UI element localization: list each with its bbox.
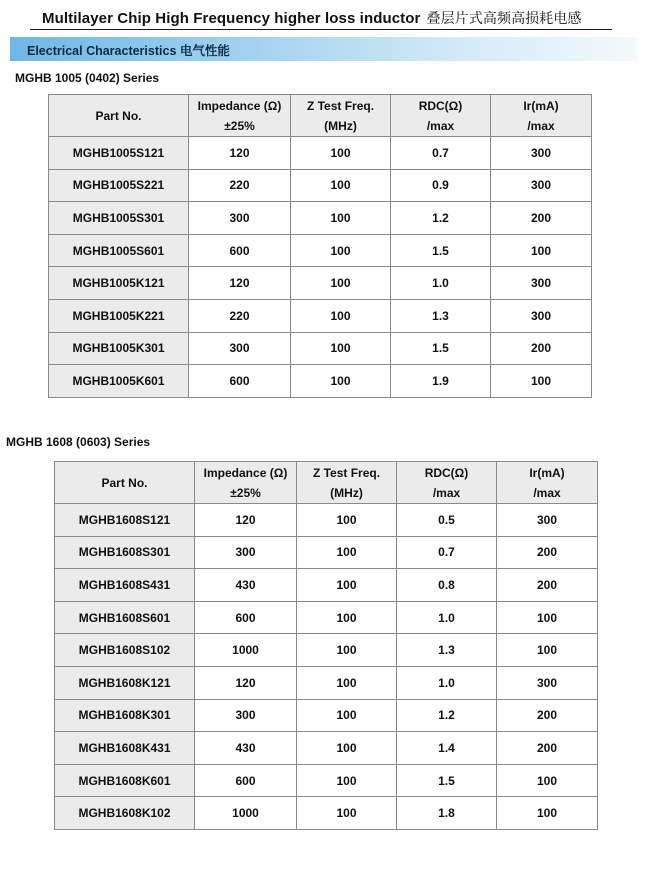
part-no-cell: MGHB1005S121: [49, 137, 189, 170]
ir-cell: 100: [497, 764, 598, 797]
ir-cell: 200: [497, 699, 598, 732]
rdc-cell: 1.2: [397, 699, 497, 732]
table-row: [49, 299, 592, 332]
table-row: [55, 601, 598, 634]
table-row: [49, 202, 592, 235]
test-freq-cell: 100: [291, 332, 391, 365]
impedance-cell: 600: [189, 234, 291, 267]
test-freq-cell: 100: [297, 634, 397, 667]
rdc-cell: 1.3: [397, 634, 497, 667]
test-freq-cell: 100: [291, 137, 391, 170]
test-freq-cell: 100: [297, 797, 397, 830]
part-no-cell: MGHB1608S121: [55, 504, 195, 537]
ir-cell: 300: [497, 504, 598, 537]
table-row: [49, 332, 592, 365]
test-freq-cell: 100: [291, 202, 391, 235]
rdc-cell: 1.0: [397, 666, 497, 699]
ir-cell: 300: [491, 137, 592, 170]
ir-cell: 300: [497, 666, 598, 699]
part-no-cell: MGHB1608S102: [55, 634, 195, 667]
part-no-cell: MGHB1608S301: [55, 536, 195, 569]
impedance-cell: 430: [195, 569, 297, 602]
test-freq-cell: 100: [291, 234, 391, 267]
rdc-cell: 1.5: [397, 764, 497, 797]
header-test-freq: Z Test Freq. (MHz): [291, 95, 391, 137]
impedance-cell: 1000: [195, 797, 297, 830]
test-freq-cell: 100: [297, 536, 397, 569]
test-freq-cell: 100: [297, 601, 397, 634]
impedance-cell: 430: [195, 732, 297, 765]
impedance-cell: 300: [195, 536, 297, 569]
impedance-cell: 600: [189, 365, 291, 398]
test-freq-cell: 100: [297, 569, 397, 602]
test-freq-cell: 100: [297, 699, 397, 732]
document-title-chinese: 叠层片式高频高损耗电感: [426, 10, 582, 26]
impedance-cell: 1000: [195, 634, 297, 667]
ir-cell: 100: [497, 797, 598, 830]
test-freq-cell: 100: [291, 169, 391, 202]
document-title: [42, 8, 582, 28]
ir-cell: 300: [491, 267, 592, 300]
rdc-cell: 0.7: [397, 536, 497, 569]
part-no-cell: MGHB1608K431: [55, 732, 195, 765]
section-title: Electrical Characteristics 电气性能: [27, 44, 230, 58]
table-row: [49, 137, 592, 170]
header-impedance: Impedance (Ω) ±25%: [189, 95, 291, 137]
rdc-cell: 1.0: [397, 601, 497, 634]
header-part-no: Part No.: [55, 462, 195, 504]
impedance-cell: 600: [195, 764, 297, 797]
table-row: [49, 234, 592, 267]
part-no-cell: MGHB1005S601: [49, 234, 189, 267]
series-title-1608: MGHB 1608 (0603) Series: [6, 435, 151, 449]
header-part-no: Part No.: [49, 95, 189, 137]
rdc-cell: 1.5: [391, 332, 491, 365]
rdc-cell: 1.9: [391, 365, 491, 398]
test-freq-cell: 100: [297, 764, 397, 797]
ir-cell: 200: [497, 569, 598, 602]
part-no-cell: MGHB1608S601: [55, 601, 195, 634]
test-freq-cell: 100: [291, 299, 391, 332]
test-freq-cell: 100: [291, 267, 391, 300]
part-no-cell: MGHB1608K121: [55, 666, 195, 699]
part-no-cell: MGHB1005K121: [49, 267, 189, 300]
impedance-cell: 120: [189, 137, 291, 170]
ir-cell: 200: [491, 202, 592, 235]
impedance-cell: 300: [195, 699, 297, 732]
ir-cell: 100: [497, 634, 598, 667]
header-ir: Ir(mA) /max: [497, 462, 598, 504]
table-row: [55, 764, 598, 797]
ir-cell: 300: [491, 299, 592, 332]
part-no-cell: MGHB1608K601: [55, 764, 195, 797]
table-header-row: [55, 462, 598, 504]
table-row: [49, 169, 592, 202]
impedance-cell: 300: [189, 332, 291, 365]
part-no-cell: MGHB1005S221: [49, 169, 189, 202]
rdc-cell: 0.8: [397, 569, 497, 602]
section-header-bar: [10, 37, 637, 61]
ir-cell: 200: [497, 732, 598, 765]
ir-cell: 100: [491, 365, 592, 398]
table-row: [55, 536, 598, 569]
table-row: [55, 797, 598, 830]
ir-cell: 100: [497, 601, 598, 634]
table-row: [55, 504, 598, 537]
part-no-cell: MGHB1005K221: [49, 299, 189, 332]
rdc-cell: 1.8: [397, 797, 497, 830]
table-header-row: [49, 95, 592, 137]
impedance-cell: 120: [195, 666, 297, 699]
impedance-cell: 220: [189, 169, 291, 202]
impedance-cell: 120: [189, 267, 291, 300]
rdc-cell: 0.5: [397, 504, 497, 537]
table-row: [49, 365, 592, 398]
title-underline: [30, 29, 612, 30]
test-freq-cell: 100: [297, 666, 397, 699]
table-row: [55, 732, 598, 765]
part-no-cell: MGHB1005K301: [49, 332, 189, 365]
impedance-cell: 300: [189, 202, 291, 235]
impedance-cell: 600: [195, 601, 297, 634]
ir-cell: 100: [491, 234, 592, 267]
rdc-cell: 1.5: [391, 234, 491, 267]
part-no-cell: MGHB1608S431: [55, 569, 195, 602]
rdc-cell: 0.7: [391, 137, 491, 170]
ir-cell: 300: [491, 169, 592, 202]
impedance-cell: 120: [195, 504, 297, 537]
table-row: [55, 699, 598, 732]
table-row: [49, 267, 592, 300]
table-row: [55, 634, 598, 667]
ir-cell: 200: [497, 536, 598, 569]
header-rdc: RDC(Ω) /max: [391, 95, 491, 137]
rdc-cell: 0.9: [391, 169, 491, 202]
spec-table-1005: [48, 94, 592, 398]
header-rdc: RDC(Ω) /max: [397, 462, 497, 504]
table-row: [55, 569, 598, 602]
document-title-english: Multilayer Chip High Frequency higher loss inductor: [42, 10, 421, 27]
rdc-cell: 1.4: [397, 732, 497, 765]
header-test-freq: Z Test Freq. (MHz): [297, 462, 397, 504]
impedance-cell: 220: [189, 299, 291, 332]
header-ir: Ir(mA) /max: [491, 95, 592, 137]
table-body: [49, 137, 592, 398]
series-title-1005: MGHB 1005 (0402) Series: [15, 71, 160, 85]
rdc-cell: 1.3: [391, 299, 491, 332]
part-no-cell: MGHB1005K601: [49, 365, 189, 398]
spec-table-1608: [54, 461, 598, 830]
test-freq-cell: 100: [297, 504, 397, 537]
part-no-cell: MGHB1608K301: [55, 699, 195, 732]
ir-cell: 200: [491, 332, 592, 365]
table-row: [55, 666, 598, 699]
table-body: [55, 504, 598, 830]
rdc-cell: 1.2: [391, 202, 491, 235]
part-no-cell: MGHB1005S301: [49, 202, 189, 235]
header-impedance: Impedance (Ω) ±25%: [195, 462, 297, 504]
rdc-cell: 1.0: [391, 267, 491, 300]
test-freq-cell: 100: [297, 732, 397, 765]
test-freq-cell: 100: [291, 365, 391, 398]
part-no-cell: MGHB1608K102: [55, 797, 195, 830]
